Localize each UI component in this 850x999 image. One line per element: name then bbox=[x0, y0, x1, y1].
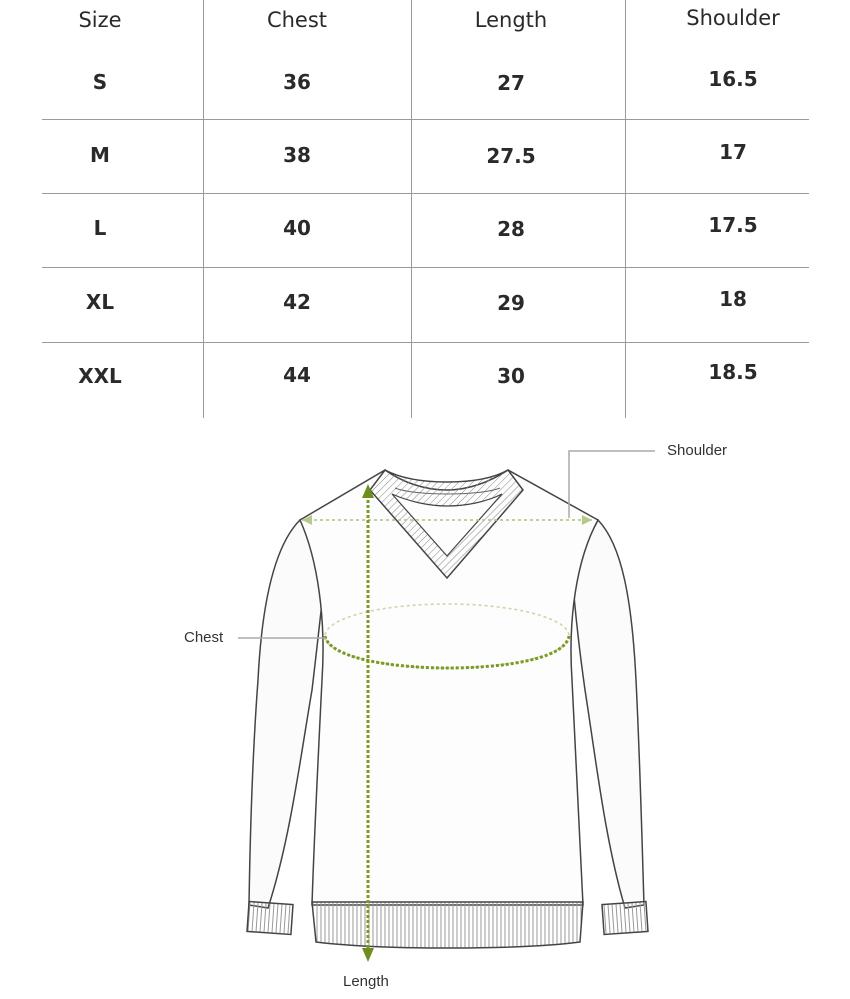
table-row-divider bbox=[42, 193, 809, 194]
sweater-illustration bbox=[0, 418, 850, 995]
cell-size: M bbox=[90, 143, 110, 167]
cell-length: 27 bbox=[497, 71, 525, 95]
cell-shoulder: 17 bbox=[719, 140, 747, 164]
header-chest: Chest bbox=[266, 8, 328, 32]
cell-shoulder: 16.5 bbox=[708, 67, 758, 91]
left-cuff bbox=[247, 902, 293, 935]
cell-chest: 36 bbox=[283, 70, 311, 94]
shoulder-leader-line bbox=[569, 451, 655, 518]
table-row-divider bbox=[42, 342, 809, 343]
table-column-divider bbox=[625, 0, 626, 418]
cell-length: 30 bbox=[497, 364, 525, 388]
cell-size: XXL bbox=[78, 364, 122, 388]
cell-chest: 44 bbox=[283, 363, 311, 387]
waistband bbox=[312, 902, 583, 948]
table-row-divider bbox=[42, 267, 809, 268]
right-cuff bbox=[602, 902, 648, 935]
header-shoulder: Shoulder bbox=[686, 6, 780, 30]
cell-length: 28 bbox=[497, 217, 525, 241]
right-sleeve bbox=[572, 520, 644, 908]
table-row-divider bbox=[42, 119, 809, 120]
table-column-divider bbox=[203, 0, 204, 418]
cell-shoulder: 18.5 bbox=[708, 360, 758, 384]
size-chart-table bbox=[0, 0, 850, 418]
header-size: Size bbox=[78, 8, 122, 32]
cell-length: 27.5 bbox=[486, 144, 536, 168]
cell-chest: 38 bbox=[283, 143, 311, 167]
cell-size: S bbox=[92, 70, 108, 94]
chest-label: Chest bbox=[184, 629, 224, 646]
cell-length: 29 bbox=[497, 291, 525, 315]
length-label: Length bbox=[343, 973, 389, 990]
cell-shoulder: 17.5 bbox=[708, 213, 758, 237]
cell-chest: 40 bbox=[283, 216, 311, 240]
shoulder-label: Shoulder bbox=[667, 442, 728, 459]
header-length: Length bbox=[474, 8, 548, 32]
cell-chest: 42 bbox=[283, 290, 311, 314]
sweater-measurement-diagram bbox=[0, 418, 850, 995]
cell-size: XL bbox=[85, 290, 115, 314]
cell-size: L bbox=[93, 216, 107, 240]
table-column-divider bbox=[411, 0, 412, 418]
cell-shoulder: 18 bbox=[719, 287, 747, 311]
